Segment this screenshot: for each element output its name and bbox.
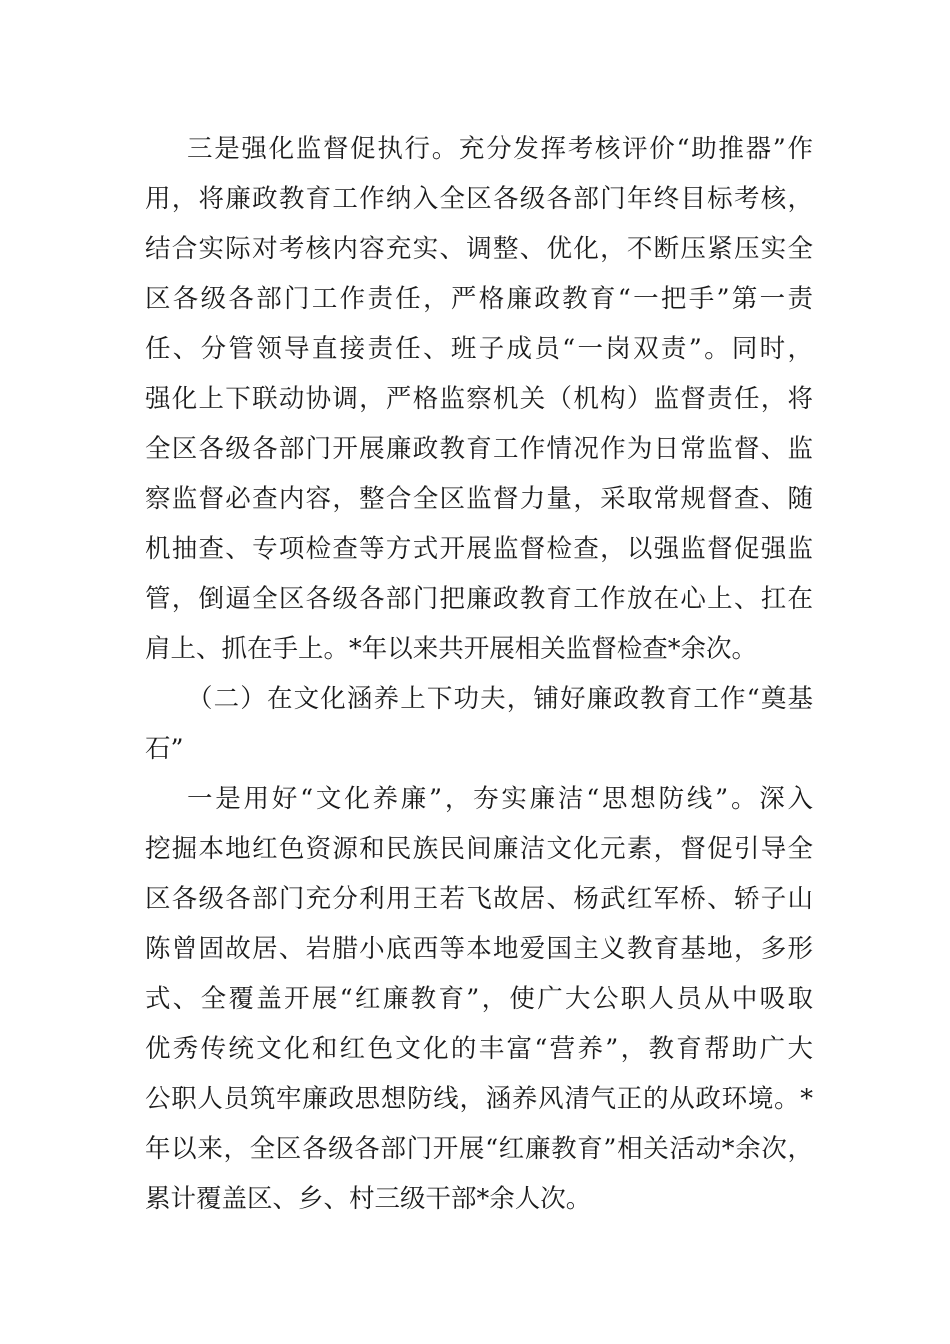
text-line: 公职人员筑牢廉政思想防线，涵养风清气正的从政环境。* bbox=[145, 1084, 813, 1114]
text-line: 挖掘本地红色资源和民族民间廉洁文化元素，督促引导全 bbox=[145, 834, 813, 864]
text-line: 结合实际对考核内容充实、调整、优化，不断压紧压实全 bbox=[145, 234, 813, 264]
heading-line: 石” bbox=[145, 734, 184, 764]
text-line: 肩上、抓在手上。*年以来共开展相关监督检查*余次。 bbox=[145, 634, 758, 664]
section-heading-culture bbox=[145, 674, 813, 774]
text-line: 全区各级各部门开展廉政教育工作情况作为日常监督、监 bbox=[145, 434, 813, 464]
paragraph-supervision bbox=[145, 124, 813, 674]
text-line: 管，倒逼全区各级各部门把廉政教育工作放在心上、扛在 bbox=[145, 584, 813, 614]
text-line: 累计覆盖区、乡、村三级干部*余人次。 bbox=[145, 1184, 592, 1214]
document-body bbox=[145, 124, 813, 1224]
paragraph-culture bbox=[145, 774, 813, 1224]
text-line: 察监督必查内容，整合全区监督力量，采取常规督查、随 bbox=[145, 484, 813, 514]
text-line: 强化上下联动协调，严格监察机关（机构）监督责任，将 bbox=[145, 384, 813, 414]
text-line: 一是用好“文化养廉”，夯实廉洁“思想防线”。深入 bbox=[187, 784, 813, 814]
text-line: 式、全覆盖开展“红廉教育”，使广大公职人员从中吸取 bbox=[145, 984, 813, 1014]
text-line: 区各级各部门充分利用王若飞故居、杨武红军桥、轿子山 bbox=[145, 884, 813, 914]
text-line: 用，将廉政教育工作纳入全区各级各部门年终目标考核， bbox=[145, 184, 813, 214]
text-line: 任、分管领导直接责任、班子成员“一岗双责”。同时， bbox=[145, 334, 813, 364]
text-line: 优秀传统文化和红色文化的丰富“营养”，教育帮助广大 bbox=[145, 1034, 813, 1064]
text-line: 区各级各部门工作责任，严格廉政教育“一把手”第一责 bbox=[145, 284, 813, 314]
text-line: 机抽查、专项检查等方式开展监督检查，以强监督促强监 bbox=[145, 534, 813, 564]
text-line: 陈曾固故居、岩腊小底西等本地爱国主义教育基地，多形 bbox=[145, 934, 813, 964]
heading-line: （二）在文化涵养上下功夫，铺好廉政教育工作“奠基 bbox=[187, 684, 813, 714]
text-line: 年以来，全区各级各部门开展“红廉教育”相关活动*余次， bbox=[145, 1134, 813, 1164]
text-line: 三是强化监督促执行。充分发挥考核评价“助推器”作 bbox=[187, 134, 813, 164]
